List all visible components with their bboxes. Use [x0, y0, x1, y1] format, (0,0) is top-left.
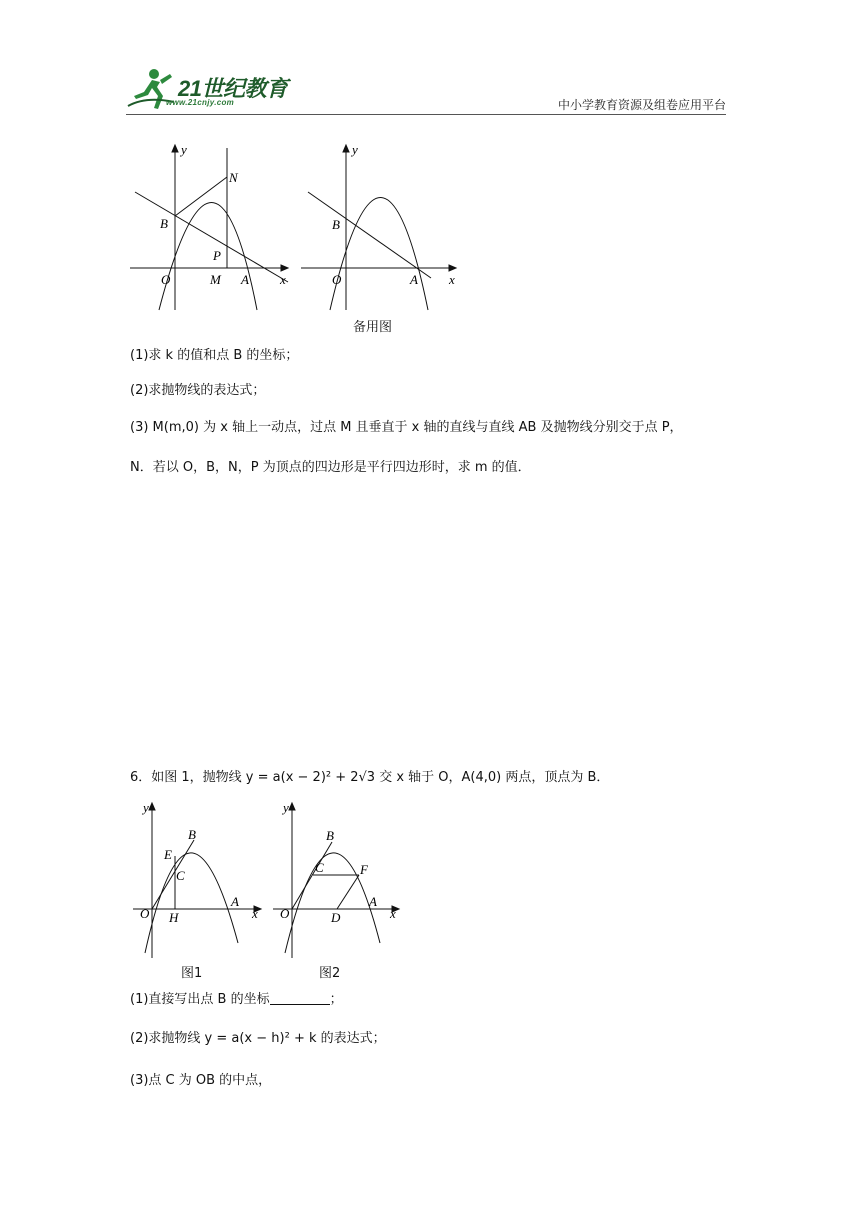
q5-part-2: (2)求抛物线的表达式； [130, 383, 266, 398]
q5-figure-backup [296, 140, 466, 315]
origin-label: O [332, 272, 342, 287]
point-d-label: D [331, 910, 341, 925]
logo-text: 21世纪教育 [178, 76, 288, 101]
q5-figure-main [125, 140, 300, 315]
point-h-label: H [169, 910, 179, 925]
point-b-label: B [188, 827, 196, 842]
header-divider [126, 114, 726, 115]
q6-part-2: (2)求抛物线 y = a(x − h)² + k 的表达式； [130, 1031, 386, 1046]
platform-title: 中小学教育资源及组卷应用平台 [557, 98, 726, 112]
q5-part-1: (1)求 k 的值和点 B 的坐标； [130, 348, 299, 363]
page-header [126, 66, 726, 116]
point-m-label: M [210, 272, 221, 287]
y-axis-label: y [352, 142, 358, 157]
q6-figure-2 [268, 798, 408, 963]
point-a-label: A [241, 272, 249, 287]
figure-1-caption: 图1 [181, 966, 203, 981]
x-axis-label: x [390, 906, 396, 921]
q5-part-3-line-1: (3) M(m,0) 为 x 轴上一动点，过点 M 且垂直于 x 轴的直线与直线 AB 及抛物线分别交于点 P， [130, 420, 683, 435]
q6-intro: 6．如图 1，抛物线 y = a(x − 2)² + 2√3 交 x 轴于 O，A(4,0) 两点，顶点为 B． [130, 770, 610, 785]
origin-label: O [280, 906, 290, 921]
q6-part-1-end: ； [329, 992, 343, 1007]
point-p-label: P [213, 248, 221, 263]
point-a-label: A [410, 272, 418, 287]
point-c-label: C [315, 860, 324, 875]
x-axis-label: x [449, 272, 455, 287]
point-c-label: C [176, 868, 185, 883]
point-a-label: A [231, 894, 239, 909]
q6-part-1-text: (1)直接写出点 B 的坐标 [130, 992, 270, 1007]
point-e-label: E [164, 847, 172, 862]
point-b-label: B [326, 828, 334, 843]
figure-2-caption: 图2 [319, 966, 341, 981]
point-b-label: B [160, 216, 168, 231]
point-b-label: B [332, 217, 340, 232]
x-axis-label: x [280, 272, 286, 287]
point-a-label: A [369, 894, 377, 909]
answer-blank[interactable] [270, 992, 330, 1005]
q5-part-3-line-2: N．若以 O，B，N，P 为顶点的四边形是平行四边形时，求 m 的值． [130, 460, 531, 475]
backup-figure-caption: 备用图 [353, 320, 393, 335]
point-n-label: N [229, 170, 238, 185]
logo [126, 66, 296, 114]
y-axis-label: y [283, 800, 289, 815]
origin-label: O [140, 906, 150, 921]
origin-label: O [161, 272, 171, 287]
q6-figure-1 [128, 798, 268, 963]
x-axis-label: x [252, 906, 258, 921]
y-axis-label: y [143, 800, 149, 815]
logo-url: www.21cnjy.com [166, 98, 235, 107]
y-axis-label: y [181, 142, 187, 157]
point-f-label: F [360, 862, 368, 877]
q6-part-3: (3)点 C 为 OB 的中点， [130, 1073, 272, 1088]
q6-part-1 [130, 990, 343, 1010]
